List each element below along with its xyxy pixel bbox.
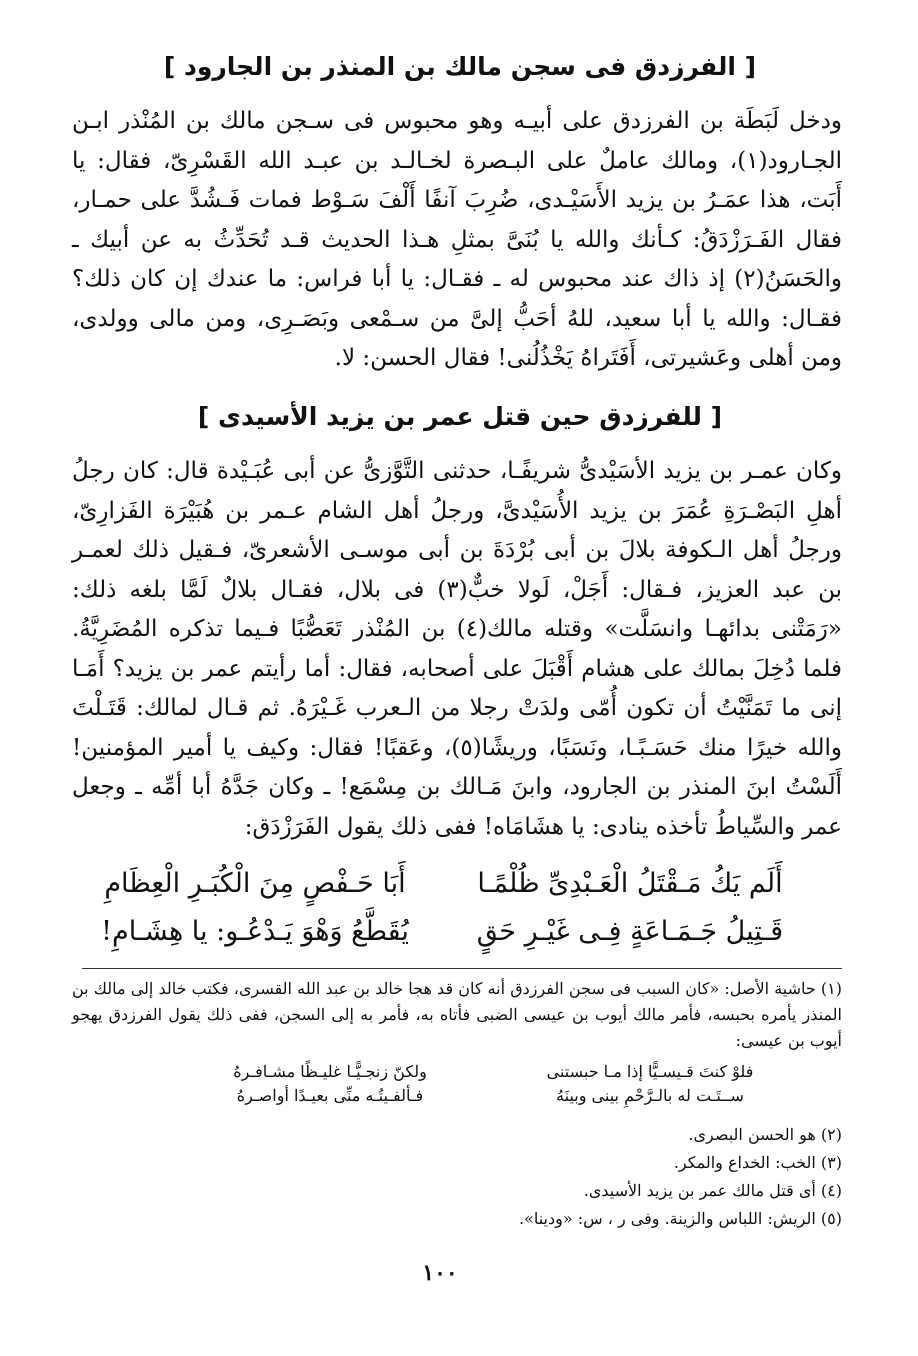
poem-verses: [90, 860, 790, 956]
verse-hemistich-first: قَـتِيلُ جَـمَـاعَةٍ فِـى غَيْـرِ حَقٍ: [476, 916, 784, 947]
page-number: ١٠٠: [422, 1260, 458, 1286]
verse-hemistich-first: أَلَم يَكُ مَـقْتَلُ الْعَـبْدِىِّ ظُلْمًـا: [477, 868, 783, 899]
poem-verse-line: [90, 908, 790, 956]
section-heading-1: [ الفرزدق فى سجن مالك بن المنذر بن الجارود ]: [163, 52, 757, 81]
footnote-1: (١) حاشية الأصل: «كان السبب فى سجن الفرزدق أنه كان قد هجا خالد بن عبد الله القسرى، فكتب خالد إلى مالك بن المنذر يأمره بحبسه، فأمر مالك أيوب بن عيسى الضبى فأتاه به، فأمر به إلى السجن، ففى ذلك يقول الفرزدق يهجو أيوب بن عيسى:: [72, 979, 843, 1050]
footnote-hemistich-first: فلوْ كنتَ قـيسـيًّا إذا مـا حبستنى: [546, 1062, 754, 1081]
section-heading-2: [ للفرزدق حين قتل عمر بن يزيد الأسيدى ]: [197, 402, 723, 431]
verse-hemistich-second: أَبَا حَـفْصٍ مِنَ الْكُبَـرِ الْعِظَامِ: [104, 868, 406, 899]
footnote-verse-line: [190, 1084, 780, 1108]
paragraph-2: وكان عمـر بن يزيد الأسَيْدىُّ شريفًـا، حدثنى التَّوَّزىُّ عن أبى عُبَـيْدة قال: كان رجلُ أهلِ البَصْـرَةِ عُمَرَ بن يزيد الأُسَيْدىَّ، ورجلُ أهل الشام عـمر بن هُبَيْرَة الفَزارِىّ، ورجلُ أهل الـكوفة بلالَ بن أبى بُرْدَةَ بن أبى موسـى الأشعرىّ، فـقيل ذلك لعمـر بن عبد العزيز، فـقال: أَجَلْ، لَولا خبٌّ(٣) فى بلال، فقـال بلالٌ لَمَّا بلغه ذلك: «رَمَتْنى بدائهـا وانسَلَّت» وقتله مالك(٤) بن المُنْذر تَعَصُّبًا فـيما تذكره المُضَرِيَّةُ. فلما دُخِلَ بمالك على هشام أَقْبَلَ على أصحابه، فقال: أما رأيتم عمر بن يزيد؟ أَمَـا إنى ما تَمَنَّيْتُ أن تكون أُمّى ولدَتْ رجلا من الـعرب غَـيْرَهُ. ثم قـال لمالك: قَتَـلْتَ والله خيرًا منك حَسَـبًـا، ونَسَبًا، وريشًا(٥)، وعَقبًا! فقال: وكيف يا أمير المؤمنين! أَلَسْتُ ابنَ المنذر بن الجارود، وابنَ مَـالك بن مِسْمَع! ـ وكان جَدَّهُ أبا أمِّه ـ وجعل عمر والسِّياطُ تأخذه ينادى: يا هشَامَاه! ففى ذلك يقول الفَرَزْدَق:: [72, 458, 843, 840]
poem-verse-line: [90, 860, 790, 908]
footnote-4: (٤) أى قتل مالك عمر بن يزيد الأسيدى.: [583, 1181, 842, 1200]
footnote-2: (٢) هو الحسن البصرى.: [688, 1125, 842, 1144]
paragraph-1: ودخل لَبَطَة بن الفرزدق على أبيـه وهو محبوس فى سـجن مالك بن المُنْذر ابـن الجـارود(١)، ومالك عاملٌ على البـصرة لخـالـد بن عبـد الله القَسْرِىّ، فقال: يا أَبَت، هذا عمَـرُ بن يزيد الأَسَيْـدى، ضُرِبَ آنفًا أَلْفَ سَـوْط فمات فَـشُدَّ على حمـار، فقال الفَـرَزْدَقُ: كـأنك والله يا بُنَىَّ بمثلِ هـذا الحديث قـد تُحَدِّثُ به عن أبيك ـ والحَسَنُ(٢) إذ ذاك عند محبوس له ـ فقـال: يا أبا فراس: ما عندك إن كان ذلك؟ فقـال: والله يا أبا سعيد، للهُ أحَبُّ إلىَّ من سـمْعى وبَصَـرِى، ومن مالى وولدى، ومن أهلى وعَشيرتى، أَفَتَراهُ يَخْذُلُنى! فقال الحسن: لا.: [72, 108, 842, 371]
footnote-hemistich-second: ولكنّ زنجـيًّـا غليـظًا مشـافـرهُ: [233, 1062, 427, 1081]
footnote-3: (٣) الخب: الخداع والمكر.: [673, 1153, 842, 1172]
footnote-hemistich-first: ســتَـت له بالـرَّحْمِ بينى وبينَهُ: [556, 1086, 744, 1105]
footnote-verse-line: [190, 1060, 780, 1084]
verse-hemistich-second: يُقَطَّعُ وَهْوَ يَـدْعُـو: يا هِشَـامِ!: [101, 916, 409, 947]
footnote-divider: [82, 968, 842, 969]
footnote-hemistich-second: فـألفـيتُـه منِّى بعيـدًا أواصـرهُ: [236, 1086, 424, 1105]
footnote-5: (٥) الريش: اللباس والزينة. وفى ر ، س: «ودينا».: [518, 1209, 842, 1228]
footnote-poem: [190, 1060, 780, 1108]
